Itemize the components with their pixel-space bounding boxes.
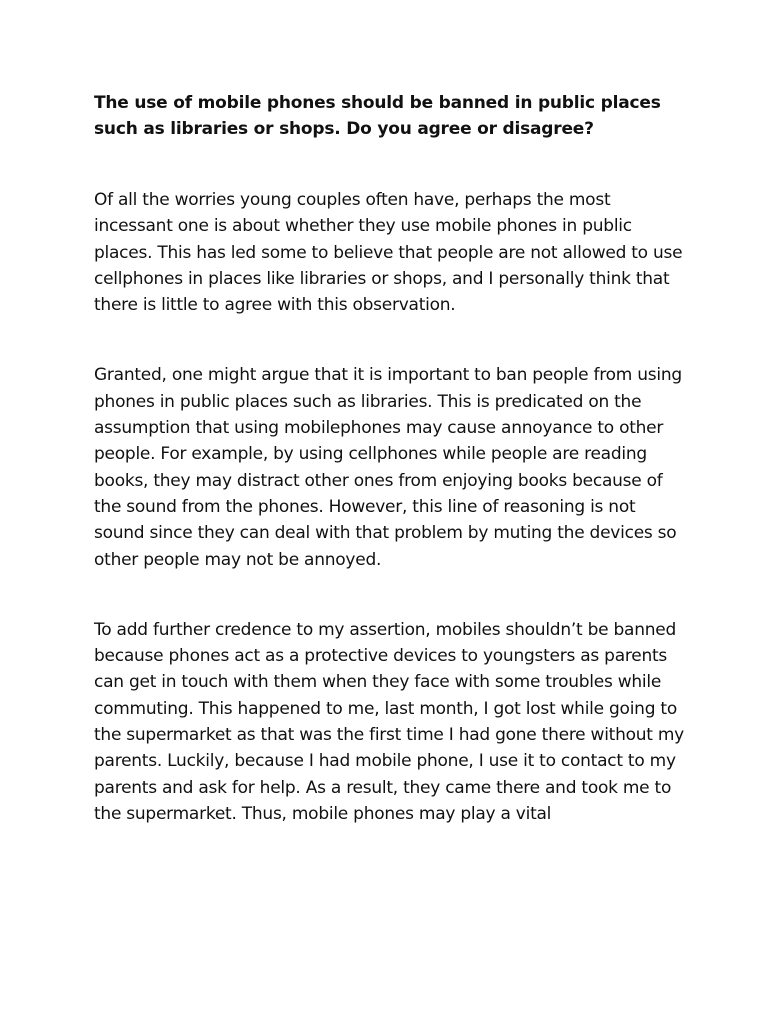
essay-title: The use of mobile phones should be banned in public places such as libraries or shops. Do you agree or disagree? [94,93,661,139]
paragraph-argument: To add further credence to my assertion, mobiles shouldn’t be banned because phones act as a protective devices to youngsters as parents can get in touch with them when they face with some troubles while commuting. This happened to me, last month, I got lost while going to the supermarket as that was the first time I had gone there without my parents. Luckily, because I had mobile phone, I use it to contact to my parents and ask for help. As a result, they came there and took me to the supermarket. Thus, mobile phones may play a vital [94,619,684,824]
paragraph-introduction: Of all the worries young couples often have, perhaps the most incessant one is about whether they use mobile phones in public places. This has led some to believe that people are not allowed to use cellphones in places like libraries or shops, and I personally think that there is little to agree with this observation. [94,190,683,316]
document-page [94,90,684,827]
paragraph-counterargument: Granted, one might argue that it is important to ban people from using phones in public places such as libraries. This is predicated on the assumption that using mobilephones may cause annoyance to other people. For example, by using cellphones while people are reading books, they may distract other ones from enjoying books because of the sound from the phones. However, this line of reasoning is not sound since they can deal with that problem by muting the devices so other people may not be annoyed. [94,365,682,570]
